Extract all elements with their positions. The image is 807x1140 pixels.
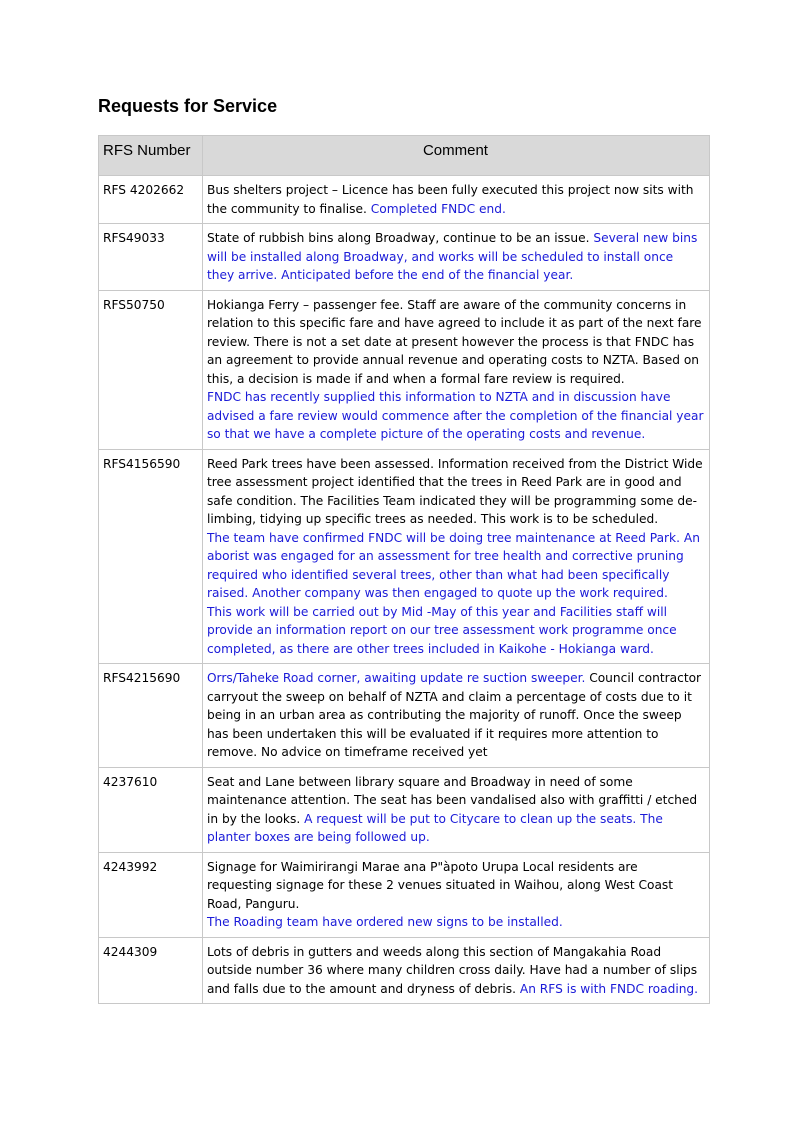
rfs-number-cell: RFS50750 [99,290,203,449]
comment-text: Completed FNDC end. [366,201,506,216]
rfs-number-cell: RFS4156590 [99,449,203,664]
table-row [99,937,710,1004]
comment-cell [202,224,709,291]
rfs-number-cell: RFS4215690 [99,664,203,768]
comment-text: Council contractor carryout the sweep on behalf of NZTA and claim a percentage of costs due to it being in an urban area as contributing the majority of runoff. Once the sweep has been undertaken this will be evaluated if it requires more attention to remove. No advice on timeframe received yet [206,671,702,759]
comment-text: FNDC has recently supplied this information to NZTA and in discussion have advised a fare review would commence after the completion of the financial year so that we have a complete picture of the operating costs and revenue. [206,390,704,441]
table-row [99,290,710,449]
comment-text: Signage for Waimirirangi Marae ana P"àpoto Urupa Local residents are requesting signage for these 2 venues situated in Waihou, along West Coast Road, Panguru. [206,859,674,911]
table-header-row [99,136,710,176]
comment-text: This work will be carried out by Mid -May of this year and Facilities staff will provide an information report on our tree assessment work programme once completed, as there are other trees included in Kaikohe - Hokianga ward. [206,604,677,656]
comment-text: Bus shelters project – Licence has been fully executed this project now sits with the community to finalise. [206,183,694,216]
table-row [99,767,710,852]
comment-cell [202,176,709,224]
comment-cell [202,852,709,937]
comment-text: Hokianga Ferry – passenger fee. Staff are aware of the community concerns in relation to this specific fare and have agreed to include it as part of the next fare review. There is not a set date at present however the process is that FNDC has an agreement to provide annual revenue and operating costs to NZTA. Based on this, a decision is made if and when a formal fare review is required. [206,297,702,386]
comment-cell [202,937,709,1004]
comment-text: An RFS is with FNDC roading. [516,981,699,996]
table-row [99,449,710,664]
comment-cell [202,449,709,664]
requests-table [98,135,710,1004]
table-row [99,664,710,768]
rfs-number-cell: 4244309 [99,937,203,1004]
comment-header: Comment [202,136,709,176]
rfs-number-cell: 4237610 [99,767,203,852]
comment-cell [202,767,709,852]
comment-text: Reed Park trees have been assessed. Information received from the District Wide tree assessment project identified that the trees in Reed Park are in good and safe condition. The Facilities Team indicated they will be programming some de-limbing, tidying up specific trees as needed. This work is to be scheduled. [206,456,703,526]
table-row [99,224,710,291]
comment-cell [202,290,709,449]
comment-text: The team have confirmed FNDC will be doing tree maintenance at Reed Park. An aborist was engaged for an assessment for tree health and corrective pruning required who identified several trees, other than what had been specifically raised. Another company was then engaged to quote up the work required. [206,530,700,600]
comment-text: Several new bins will be installed along Broadway, and works will be scheduled to install once they arrive. Anticipated before the end of the financial year. [206,231,698,282]
rfs-number-cell: RFS49033 [99,224,203,291]
rfs-number-cell: RFS 4202662 [99,176,203,224]
table-body [99,176,710,1004]
comment-text: Orrs/Taheke Road corner, awaiting update re suction sweeper. [206,671,586,685]
comment-cell [202,664,709,768]
comment-text: Seat and Lane between library square and Broadway in need of some maintenance attention. The seat has been vandalised also with graffitti / etched in by the looks. [206,774,698,826]
comment-text: State of rubbish bins along Broadway, continue to be an issue. [206,231,590,245]
comment-text: A request will be put to Citycare to clean up the seats. The planter boxes are being followed up. [206,811,663,844]
table-row [99,852,710,937]
table-row [99,176,710,224]
rfs-number-header: RFS Number [99,136,203,176]
page-title: Requests for Service [98,96,278,116]
comment-text: The Roading team have ordered new signs to be installed. [206,915,563,929]
rfs-number-cell: 4243992 [99,852,203,937]
comment-text: Lots of debris in gutters and weeds along this section of Mangakahia Road outside number 36 where many children cross daily. Have had a number of slips and falls due to the amount and dryness of debris. [206,944,698,996]
